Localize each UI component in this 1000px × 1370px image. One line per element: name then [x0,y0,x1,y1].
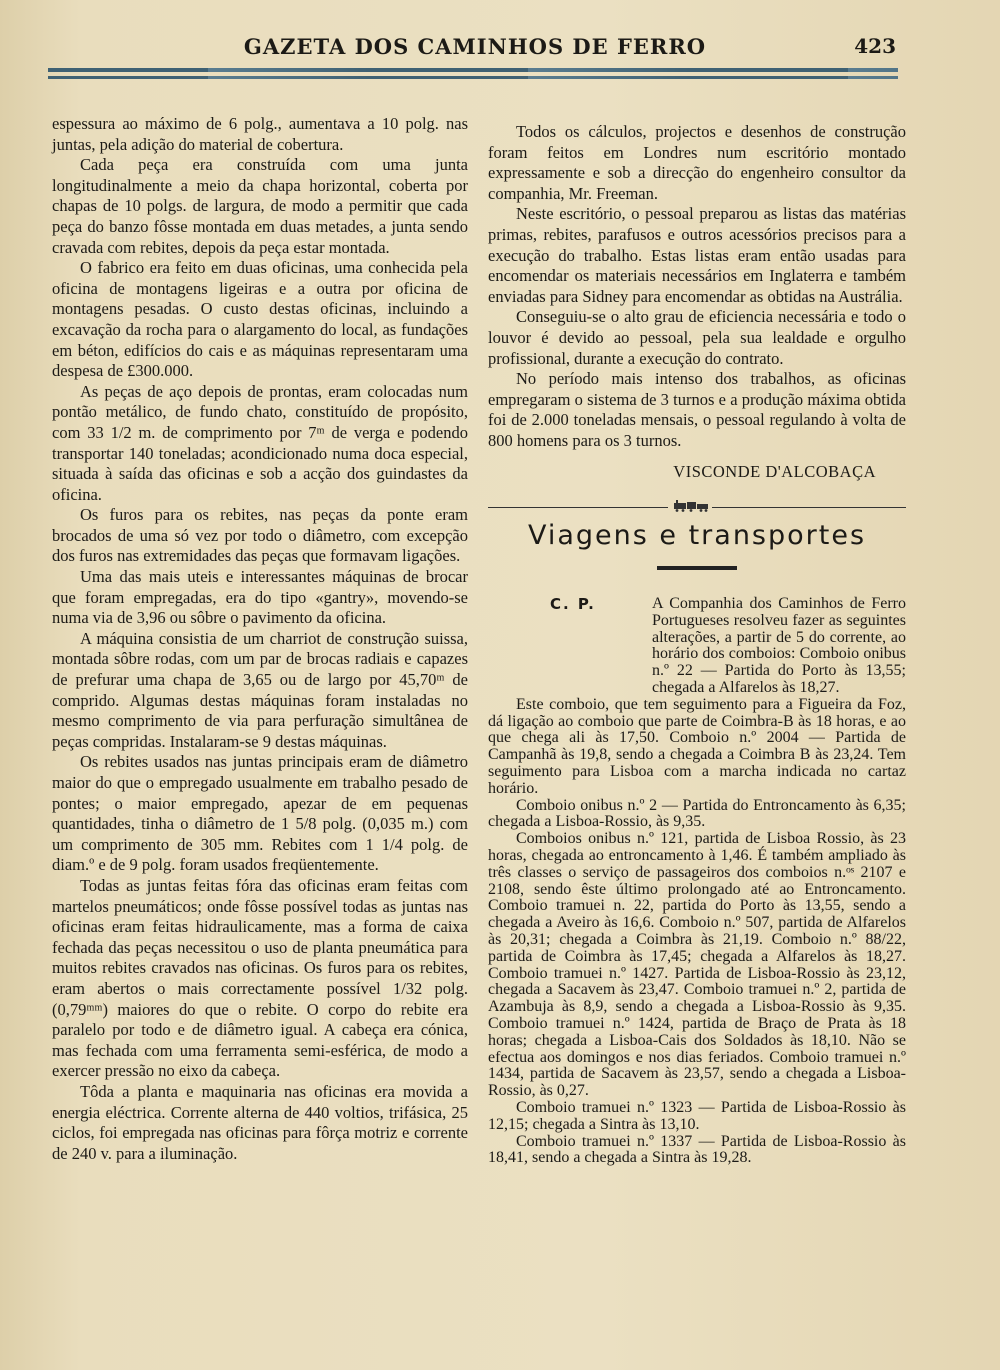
paragraph: Uma das mais uteis e interessantes máquinas de brocar que foram empregadas, era do tipo «gantry», movendo-se numa via de 3,96 ou sôbre o pavimento da oficina. [52,567,468,628]
paragraph: Os furos para os rebites, nas peças da ponte eram brocados de uma só vez por todo o diâmetro, com excepção dos furos nas extremidades das peças que formavam ligações. [52,505,468,566]
left-column [52,114,468,1164]
header-rule [48,68,898,72]
page-number: 423 [854,34,896,58]
cp-notice [488,596,906,1167]
author-signature: VISCONDE D'ALCOBAÇA [673,461,876,481]
cp-label: C. P. [550,595,596,614]
paragraph: espessura ao máximo de 6 polg., aumentava a 10 polg. nas juntas, pela adição do material de cobertura. [52,114,468,154]
publication-title: GAZETA DOS CAMINHOS DE FERRO [243,34,707,59]
paragraph: Os rebites usados nas juntas principais eram de diâmetro maior do que o empregado usualmente em trabalho pesado de pontes; o maior empregado, apezar de em pequenas quantidades, tinha o diâmetro de 1 5/8 polg. (0,035 m.) com um comprimento de 305 mm. Rebites com 1 1/4 polg. de diam.º e de 9 polg. foram usados freqüentemente. [52,752,468,875]
page-header [50,34,900,64]
section-divider [488,500,906,514]
title-underline [657,566,737,570]
paragraph: As peças de aço depois de prontas, eram colocadas num pontão metálico, de fundo chato, constituído de propósito, com 33 1/2 m. de comprimento por 7ᵐ de verga e podendo transportar 140 toneladas; acondicionado numa doca especial, situada à saída das oficinas e sob a acção dos guindastes da oficina. [52,381,468,504]
paragraph: Comboio onibus n.º 2 — Partida do Entroncamento às 6,35; chegada a Lisboa-Rossio, às 9,35. [488,796,906,831]
paragraph: Todas as juntas feitas fóra das oficinas eram feitas com martelos pneumáticos; onde fôsse possível todas as juntas nas oficinas eram feitas hidraulicamente, mas a forma de caixa fechada das peças necessitou o uso de planta pneumática para muitos rebites cravados nas oficinas. Os furos para os rebites, eram abertos o mais correctamente possível 1/32 polg. (0,79ᵐᵐ) maiores do que o rebite. O corpo do rebite era paralelo por todo e de diâmetro igual. A cabeça era cónica, mas fechada com uma ferramenta semi-esférica, de modo a exercer pressão no eixo da cabeça. [52,875,468,1081]
paragraph: Neste escritório, o pessoal preparou as listas das matérias primas, rebites, parafusos e outros acessórios precisos para a execução do trabalho. Estas listas eram então usadas para encomendar os materiais necessários em Inglaterra e também enviadas para Sidney para encomendar as obtidas na Austrália. [488,204,906,306]
paragraph: No período mais intenso dos trabalhos, as oficinas empregaram o sistema de 3 turnos e a produção máxima obtida foi de 2.000 toneladas mensais, o pessoal regulando à volta de 800 homens para os 3 turnos. [488,369,906,450]
cp-intro: A Companhia dos Caminhos de Ferro Portugueses resolveu fazer as seguintes alterações, a partir de 5 do corrente, ao horário dos comboios: Comboio onibus n.º 22 — Partida do Porto às 13,55; chegada a Alfarelos às 18,27. [652,595,906,697]
paragraph: Todos os cálculos, projectos e desenhos de construção foram feitos em Londres num escritório montado expressamente e sob a direcção do engenheiro consultor da companhia, Mr. Freeman. [488,122,906,203]
paragraph: Conseguiu-se o alto grau de eficiencia necessária e todo o louvor é devido ao pessoal, pela sua lealdade e orgulho profissional, durante a execução do contrato. [488,307,906,368]
paragraph: Tôda a planta e maquinaria nas oficinas era movida a energia eléctrica. Corrente alterna de 440 voltios, trifásica, 25 ciclos, foi empregada nas oficinas para fôrça motriz e corrente de 240 v. para a iluminação. [52,1081,468,1163]
train-icon [672,500,710,512]
paragraph: Comboio tramuei n.º 1337 — Partida de Lisboa-Rossio às 18,41, sendo a chegada a Sintra às 19,28. [488,1132,906,1167]
paragraph: Comboio tramuei n.º 1323 — Partida de Lisboa-Rossio às 12,15; chegada a Sintra às 13,10. [488,1099,906,1133]
section-title: Viagens e transportes [527,520,867,552]
paragraph: Comboios onibus n.º 121, partida de Lisboa Rossio, às 23 horas, chegada ao entroncamento à 1,46. É também ampliado às três classes o serviço de passageiros dos comboios n.ᵒˢ 2107 e 2108, sendo êste último prolongado até ao Entroncamento. Comboio tramuei n. 22, partida do Porto às 13,55, sendo a chegada a Aveiro às 16,6. Comboio n.º 507, partida de Alfarelos às 20,31; chegada a Coimbra às 21,19. Comboio n.º 88/22, partida de Coimbra às 17,45; chegada a Alfarelos às 18,27. Comboio tramuei n.º 1427. Partida de Lisboa-Rossio às 23,12, chegada a Sacavem às 23,47. Comboio tramuei n.º 2, partida de Azambuja às 8,9, sendo a chegada a Lisboa-Rossio às 9,35. Comboio tramuei n.º 1424, partida de Braço de Prata às 18 horas; chegada a Lisboa-Cais dos Soldados às 18,10. Não se efectua aos domingos e nos dias feriados. Comboio tramuei n.º 1434, partida de Sacavem às 23,57, sendo a chegada a Lisboa-Rossio, às 0,27. [488,830,906,1100]
right-column [488,122,906,1167]
paragraph: A máquina consistia de um charriot de construção suissa, montada sôbre rodas, com um par de brocas radiais e capazes de prefurar uma chapa de 3,65 ou de largo por 45,70ᵐ de comprido. Algumas destas máquinas foram instaladas no mesmo comprimento de via para perfuração simultânea de peças compridas. Instalaram-se 9 destas máquinas. [52,628,468,751]
header-rule-secondary [48,76,898,79]
paragraph: Este comboio, que tem seguimento para a Figueira da Foz, dá ligação ao comboio que parte de Coimbra-B às 18 horas, e ao que chega ali às 17,50. Comboio n.º 2004 — Partida de Campanhã às 19,8, sendo a chegada a Coimbra B às 23,24. Tem seguimento para Lisboa com a marcha indicada no cartaz horário. [488,695,906,797]
paragraph: Cada peça era construída com uma junta longitudinalmente a meio da chapa horizontal, coberta por chapas de 10 polgs. de largura, de modo a permitir que cada peça do banzo fôsse montada em duas metades, a junta sendo cravada com rebites, depois da peça estar montada. [52,155,468,257]
paragraph: O fabrico era feito em duas oficinas, uma conhecida pela oficina de montagens ligeiras e a outra por oficina de montagens pesadas. O custo destas oficinas, incluindo a excavação da rocha para o alargamento do local, as fundações em béton, edifícios do cais e as máquinas representaram uma despesa de £300.000. [52,258,468,381]
